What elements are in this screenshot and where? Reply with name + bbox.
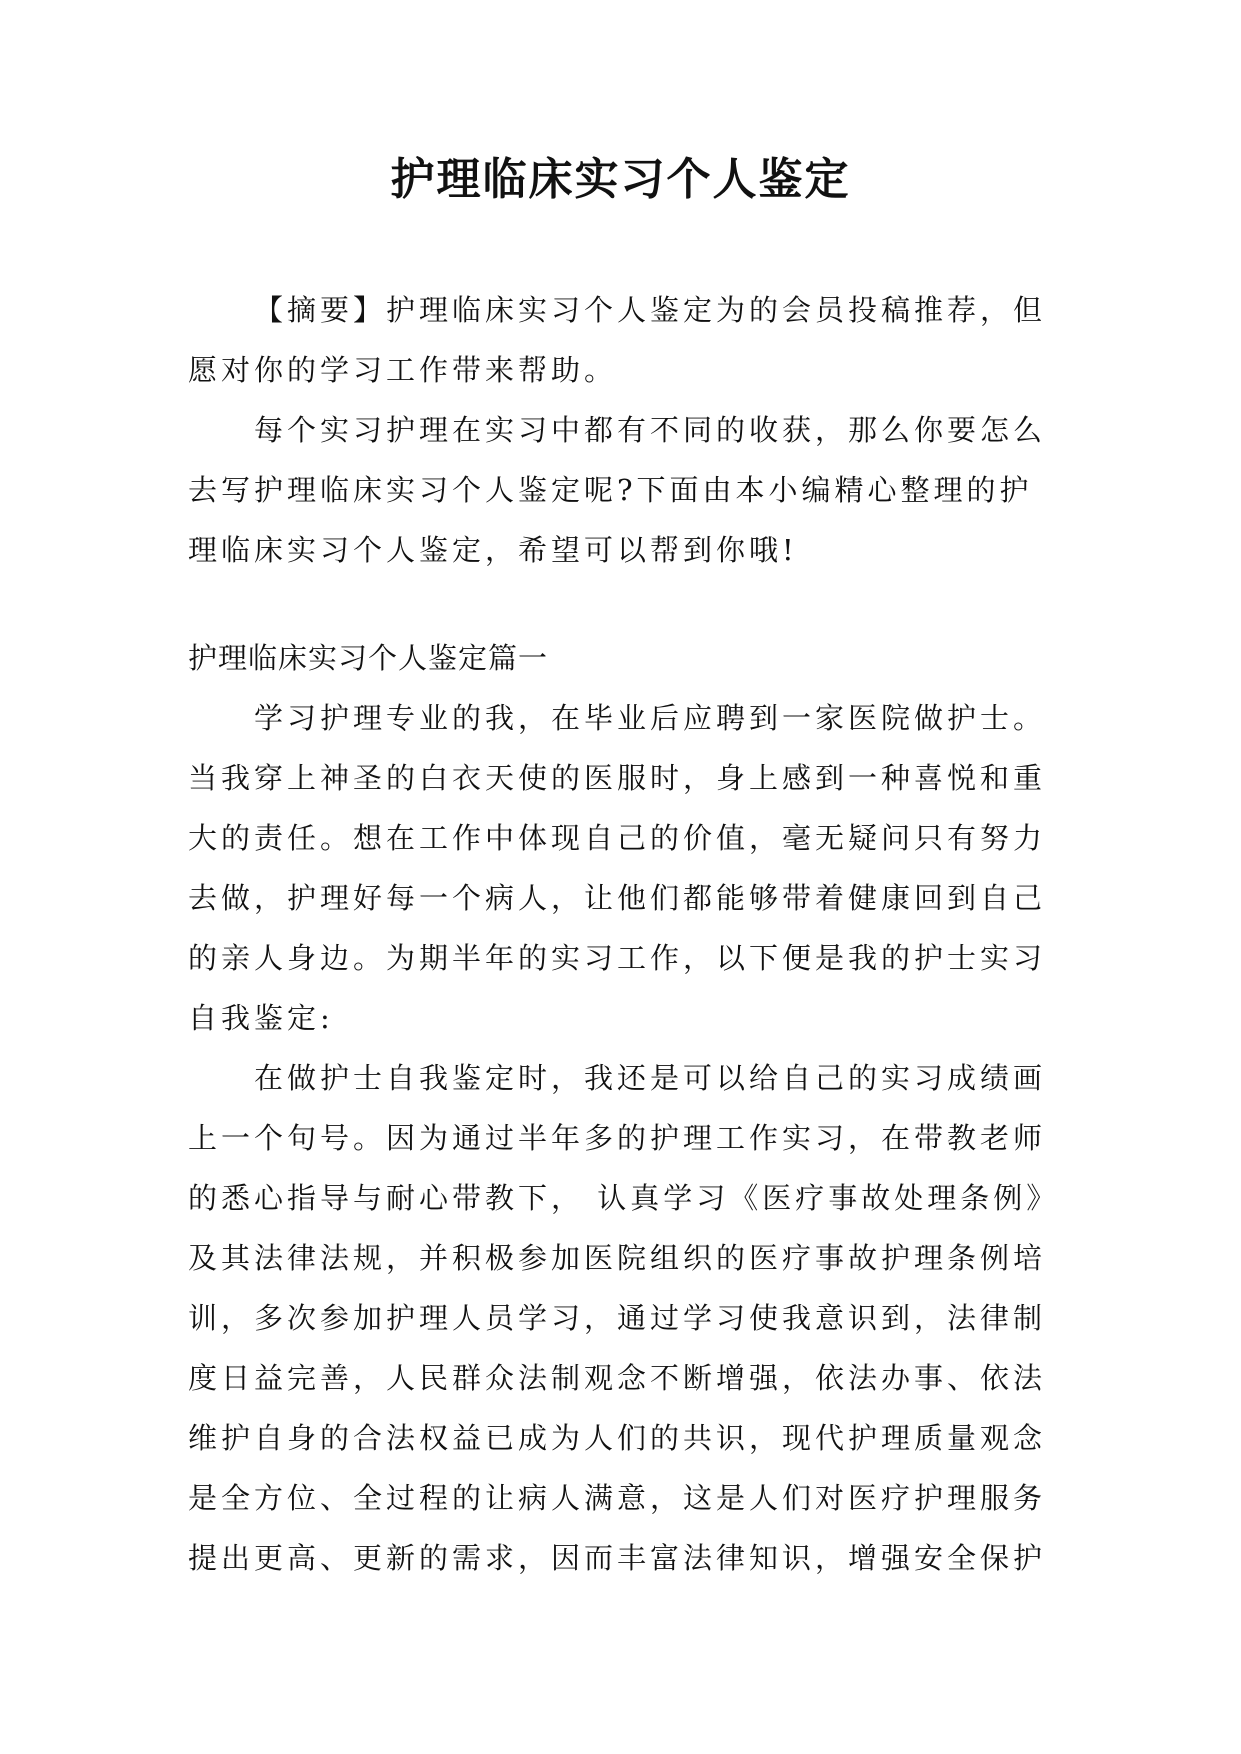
document-body xyxy=(188,280,1060,1588)
paragraph-line: 及其法律法规，并积极参加医院组织的医疗事故护理条例培 xyxy=(188,1241,1047,1275)
paragraph-line: 训，多次参加护理人员学习，通过学习使我意识到，法律制 xyxy=(188,1301,1047,1335)
abstract-paragraph xyxy=(188,280,1048,400)
intro-line: 理临床实习个人鉴定，希望可以帮到你哦! xyxy=(188,533,798,567)
paragraph-line: 的亲人身边。为期半年的实习工作，以下便是我的护士实习 xyxy=(188,941,1047,975)
paragraph-line: 度日益完善，人民群众法制观念不断增强，依法办事、依法 xyxy=(188,1361,1047,1395)
paragraph-line: 的悉心指导与耐心带教下， 认真学习《医疗事故处理条例》 xyxy=(188,1181,1060,1215)
paragraph-line: 提出更高、更新的需求，因而丰富法律知识，增强安全保护 xyxy=(188,1541,1047,1575)
paragraph-line: 当我穿上神圣的白衣天使的医服时，身上感到一种喜悦和重 xyxy=(188,761,1047,795)
abstract-line: 愿对你的学习工作带来帮助。 xyxy=(188,353,618,387)
body-paragraph-1 xyxy=(188,688,1048,1048)
intro-line: 去写护理临床实习个人鉴定呢?下面由本小编精心整理的护 xyxy=(188,473,1033,507)
paragraph-line: 大的责任。想在工作中体现自己的价值，毫无疑问只有努力 xyxy=(188,821,1047,855)
paragraph-line: 是全方位、全过程的让病人满意，这是人们对医疗护理服务 xyxy=(188,1481,1047,1515)
document-title: 护理临床实习个人鉴定 xyxy=(390,154,851,205)
paragraph-line: 上一个句号。因为通过半年多的护理工作实习，在带教老师 xyxy=(188,1121,1047,1155)
intro-paragraph xyxy=(188,400,1048,580)
paragraph-line: 维护自身的合法权益已成为人们的共识，现代护理质量观念 xyxy=(188,1421,1047,1455)
abstract-line: 【摘要】护理临床实习个人鉴定为的会员投稿推荐，但 xyxy=(254,293,1047,327)
paragraph-line: 学习护理专业的我，在毕业后应聘到一家医院做护士。 xyxy=(254,701,1047,735)
section-heading: 护理临床实习个人鉴定篇一 xyxy=(188,641,549,675)
body-paragraph-2 xyxy=(188,1048,1060,1588)
paragraph-line: 在做护士自我鉴定时，我还是可以给自己的实习成绩画 xyxy=(254,1061,1047,1095)
intro-line: 每个实习护理在实习中都有不同的收获，那么你要怎么 xyxy=(254,413,1047,447)
paragraph-line: 自我鉴定: xyxy=(188,1001,334,1035)
paragraph-line: 去做，护理好每一个病人，让他们都能够带着健康回到自己 xyxy=(188,881,1047,915)
